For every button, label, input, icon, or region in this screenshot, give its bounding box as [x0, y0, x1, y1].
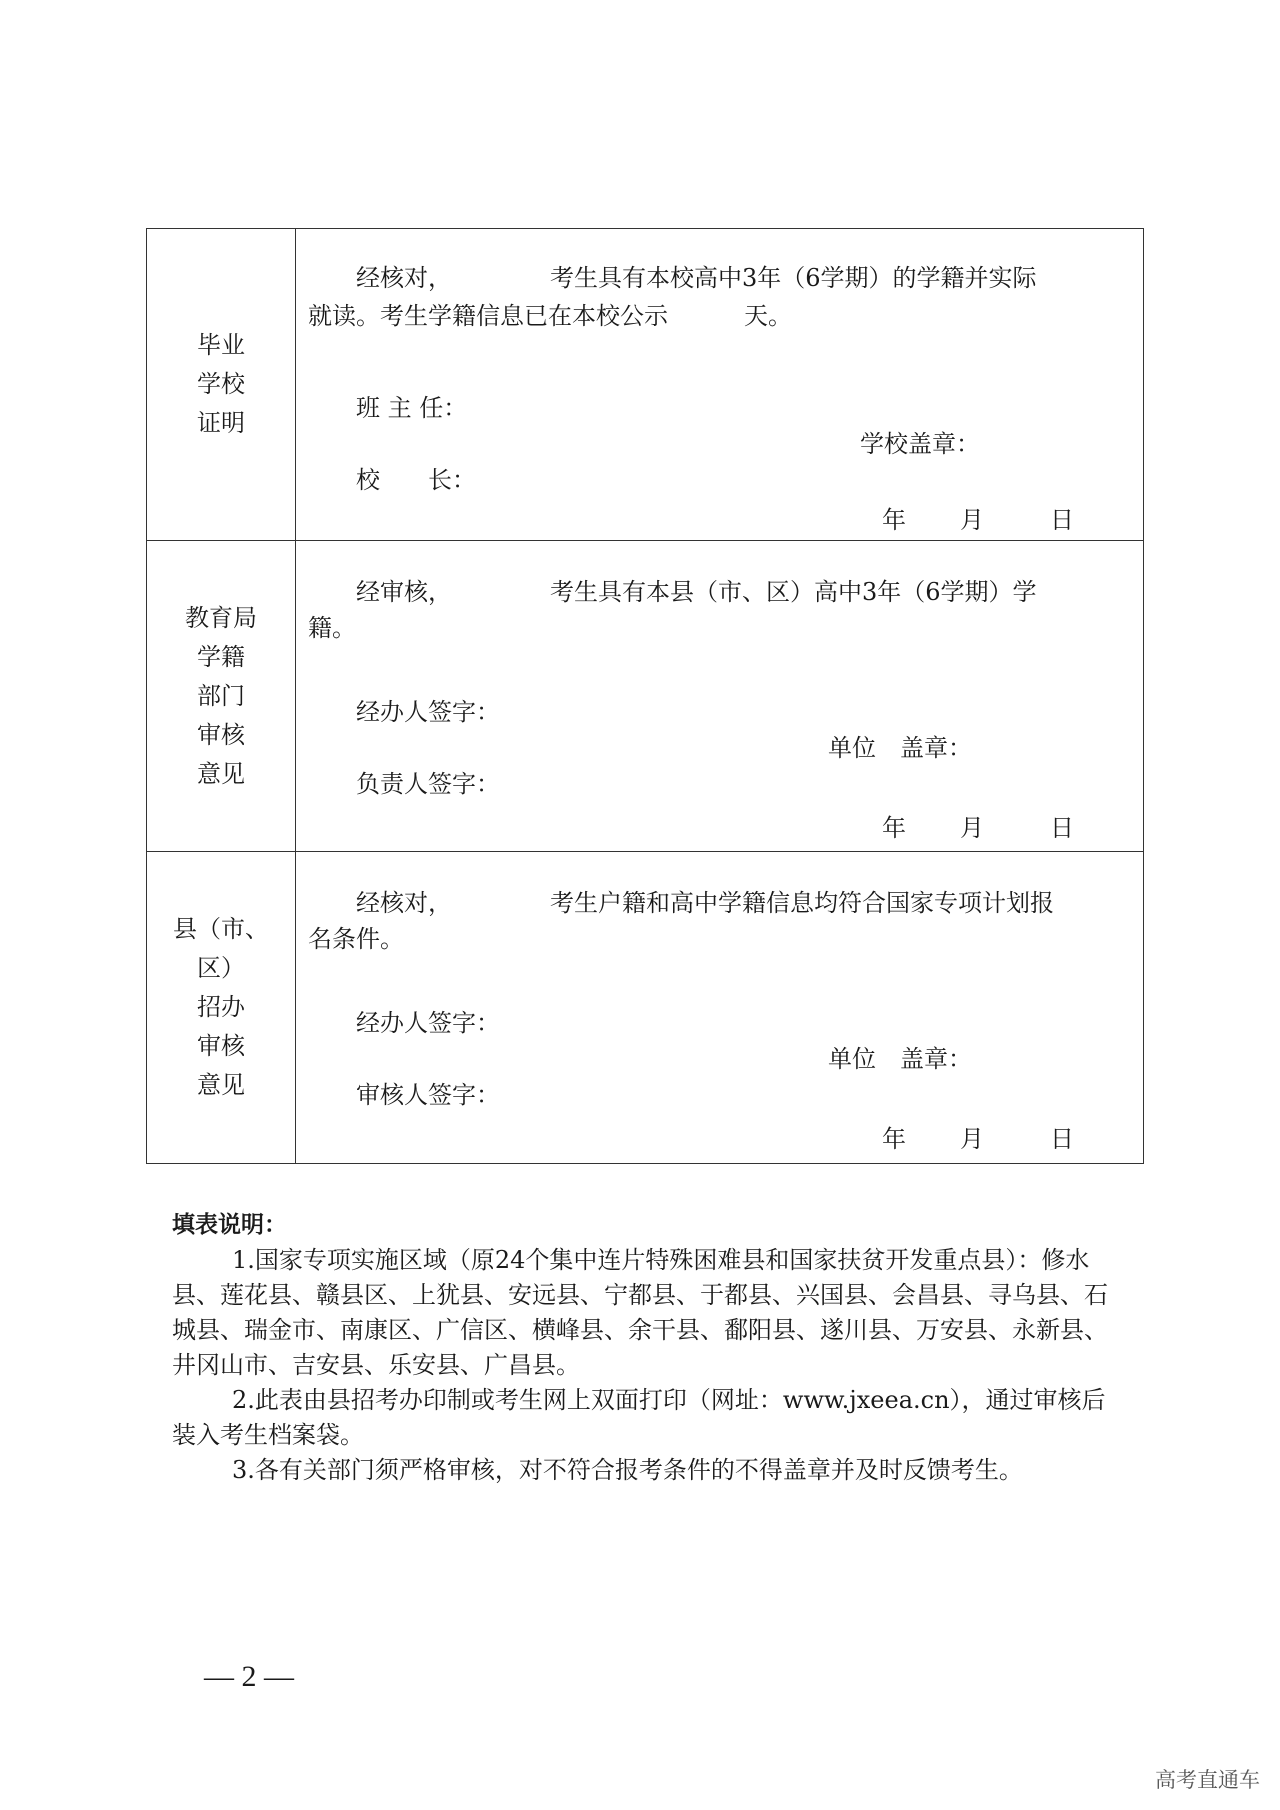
date-day: 日 — [1050, 814, 1074, 842]
statement-line1: 考生具有本校高中3年（6学期）的学籍并实际 — [550, 264, 1037, 292]
seal-field: 学校盖章： — [860, 430, 980, 458]
row-content — [296, 229, 1144, 541]
label-line: 学籍 — [197, 642, 245, 671]
signature-field-2: 校 长： — [356, 466, 476, 494]
watermark: 高考直通车 — [1155, 1768, 1260, 1792]
instructions-title: 填表说明： — [172, 1212, 287, 1238]
instruction-item-3: 3.各有关部门须严格审核，对不符合报考条件的不得盖章并及时反馈考生。 — [232, 1456, 1023, 1484]
check-phrase: 经核对， — [356, 264, 452, 292]
row-label — [147, 541, 296, 852]
date-year: 年 — [882, 1125, 906, 1153]
label-line: 证明 — [197, 409, 245, 437]
instruction-item-2: 2.此表由县招考办印制或考生网上双面打印（网址：www.jxeea.cn），通过审核后装入考生档案袋。 — [172, 1386, 1106, 1449]
date-day: 日 — [1050, 1125, 1074, 1153]
label-line: 县（市、 — [173, 915, 269, 943]
row-label — [147, 852, 296, 1164]
label-line: 区） — [197, 954, 245, 982]
education-bureau-review-row — [147, 541, 1144, 852]
statement-line2-end: 天。 — [744, 302, 792, 330]
admissions-office-review-row — [147, 852, 1144, 1164]
signature-field-1: 经办人签字： — [356, 1009, 500, 1037]
signature-field-2: 负责人签字： — [356, 770, 500, 798]
date-year: 年 — [882, 506, 906, 534]
seal-field: 单位 盖章： — [828, 734, 972, 762]
label-line: 意见 — [197, 1071, 245, 1099]
signature-field-2: 审核人签字： — [356, 1081, 500, 1109]
row-label — [147, 229, 296, 541]
label-line: 教育局 — [185, 603, 257, 632]
instructions-section — [172, 1208, 1112, 1488]
label-line: 审核 — [197, 720, 245, 749]
label-line: 意见 — [197, 759, 245, 788]
date-day: 日 — [1050, 506, 1074, 534]
signature-field-1: 经办人签字： — [356, 698, 500, 726]
label-line: 审核 — [197, 1032, 245, 1060]
statement-line1: 考生具有本县（市、区）高中3年（6学期）学 — [550, 578, 1037, 606]
date-month: 月 — [960, 814, 984, 842]
verification-form-table — [146, 228, 1144, 1164]
row-content — [296, 852, 1144, 1164]
date-month: 月 — [960, 506, 984, 534]
date-month: 月 — [960, 1125, 984, 1153]
label-line: 学校 — [197, 370, 245, 398]
label-line: 招办 — [197, 993, 245, 1021]
date-year: 年 — [882, 814, 906, 842]
row-content — [296, 541, 1144, 852]
check-phrase: 经审核， — [356, 578, 452, 606]
check-phrase: 经核对， — [356, 889, 452, 917]
label-line: 毕业 — [197, 331, 245, 359]
statement-line2: 名条件。 — [308, 925, 404, 953]
seal-field: 单位 盖章： — [828, 1045, 972, 1073]
school-certificate-row — [147, 229, 1144, 541]
page-number: — 2 — — [204, 1660, 294, 1693]
statement-line2: 籍。 — [308, 614, 356, 642]
statement-line2: 就读。考生学籍信息已在本校公示 — [308, 302, 668, 330]
label-line: 部门 — [197, 681, 245, 710]
statement-line1: 考生户籍和高中学籍信息均符合国家专项计划报 — [550, 889, 1054, 917]
instruction-item-1: 1.国家专项实施区域（原24个集中连片特殊困难县和国家扶贫开发重点县）：修水县、莲花县、赣县区、上犹县、安远县、宁都县、于都县、兴国县、会昌县、寻乌县、石城县、瑞金市、南康区、广信区、横峰县、余干县、鄱阳县、遂川县、万安县、永新县、井冈山市、吉安县、乐安县、广昌县。 — [172, 1246, 1108, 1379]
signature-field-1: 班 主 任： — [356, 394, 468, 422]
